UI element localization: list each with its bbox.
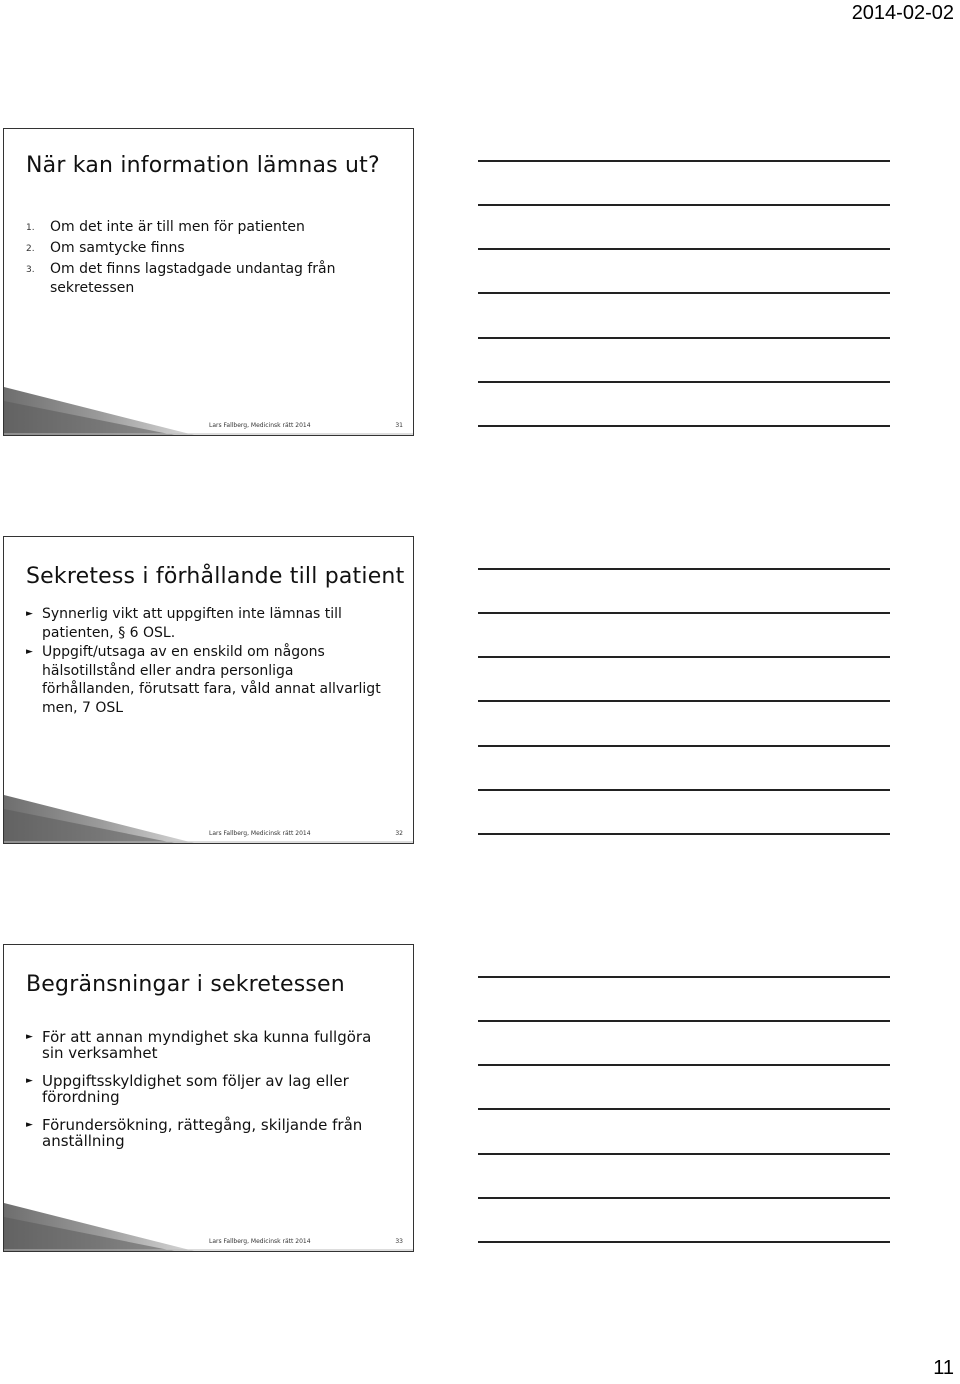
note-line <box>478 789 890 791</box>
slide-title: När kan information lämnas ut? <box>26 153 380 178</box>
bullet-list <box>26 1029 393 1149</box>
note-line <box>478 700 890 702</box>
note-line <box>478 1197 890 1199</box>
item-text: Synnerlig vikt att uppgiften inte lämnas till patienten, § 6 OSL. <box>42 606 342 641</box>
note-line <box>478 745 890 747</box>
note-line <box>478 337 890 339</box>
header-date: 2014-02-02 <box>851 2 954 24</box>
note-line <box>478 160 890 162</box>
slide-number: 33 <box>395 1238 403 1245</box>
slide-32 <box>3 536 414 844</box>
slide-31 <box>3 128 414 436</box>
list-item <box>26 1029 393 1061</box>
list-item <box>26 1073 393 1105</box>
item-text: Uppgiftsskyldighet som följer av lag eller förordning <box>42 1072 349 1106</box>
item-text: Förundersökning, rättegång, skiljande från anställning <box>42 1116 363 1150</box>
bullet-icon: ► <box>26 1032 33 1042</box>
note-line <box>478 204 890 206</box>
slide-footer: Lars Fallberg, Medicinsk rätt 2014 <box>209 830 311 837</box>
note-line <box>478 656 890 658</box>
note-line <box>478 1108 890 1110</box>
numbered-list <box>26 218 393 298</box>
note-line <box>478 568 890 570</box>
note-line <box>478 248 890 250</box>
slide-title: Begränsningar i sekretessen <box>26 972 345 997</box>
item-text: Om det inte är till men för patienten <box>50 219 305 235</box>
bullet-list <box>26 605 393 717</box>
slide-title: Sekretess i förhållande till patient <box>26 564 405 589</box>
list-item <box>26 605 393 642</box>
note-line <box>478 1153 890 1155</box>
bullet-icon: ► <box>26 1120 33 1130</box>
item-number: 3. <box>26 265 35 275</box>
item-number: 2. <box>26 244 35 254</box>
item-text: Om samtycke finns <box>50 240 185 256</box>
note-line <box>478 833 890 835</box>
slide-33 <box>3 944 414 1252</box>
item-text: Uppgift/utsaga av en enskild om någons hälsotillstånd eller andra personliga förhållanden, förutsatt fara, våld annat allvarligt men, 7 OSL <box>42 644 381 716</box>
item-text: Om det finns lagstadgade undantag från sekretessen <box>50 261 336 296</box>
bullet-icon: ► <box>26 609 33 619</box>
slide-footer: Lars Fallberg, Medicinsk rätt 2014 <box>209 422 311 429</box>
note-line <box>478 612 890 614</box>
list-item <box>26 218 393 238</box>
bullet-icon: ► <box>26 1076 33 1086</box>
page-number: 11 <box>933 1357 954 1379</box>
item-number: 1. <box>26 223 35 233</box>
slide-footer: Lars Fallberg, Medicinsk rätt 2014 <box>209 1238 311 1245</box>
note-line <box>478 292 890 294</box>
note-line <box>478 425 890 427</box>
note-line <box>478 1064 890 1066</box>
note-line <box>478 1020 890 1022</box>
note-line <box>478 976 890 978</box>
slide-number: 32 <box>395 830 403 837</box>
note-line <box>478 381 890 383</box>
slide-number: 31 <box>395 422 403 429</box>
list-item <box>26 239 393 259</box>
list-item <box>26 1117 393 1149</box>
item-text: För att annan myndighet ska kunna fullgöra sin verksamhet <box>42 1028 372 1062</box>
note-line <box>478 1241 890 1243</box>
bullet-icon: ► <box>26 647 33 657</box>
list-item <box>26 643 393 717</box>
list-item <box>26 260 393 297</box>
